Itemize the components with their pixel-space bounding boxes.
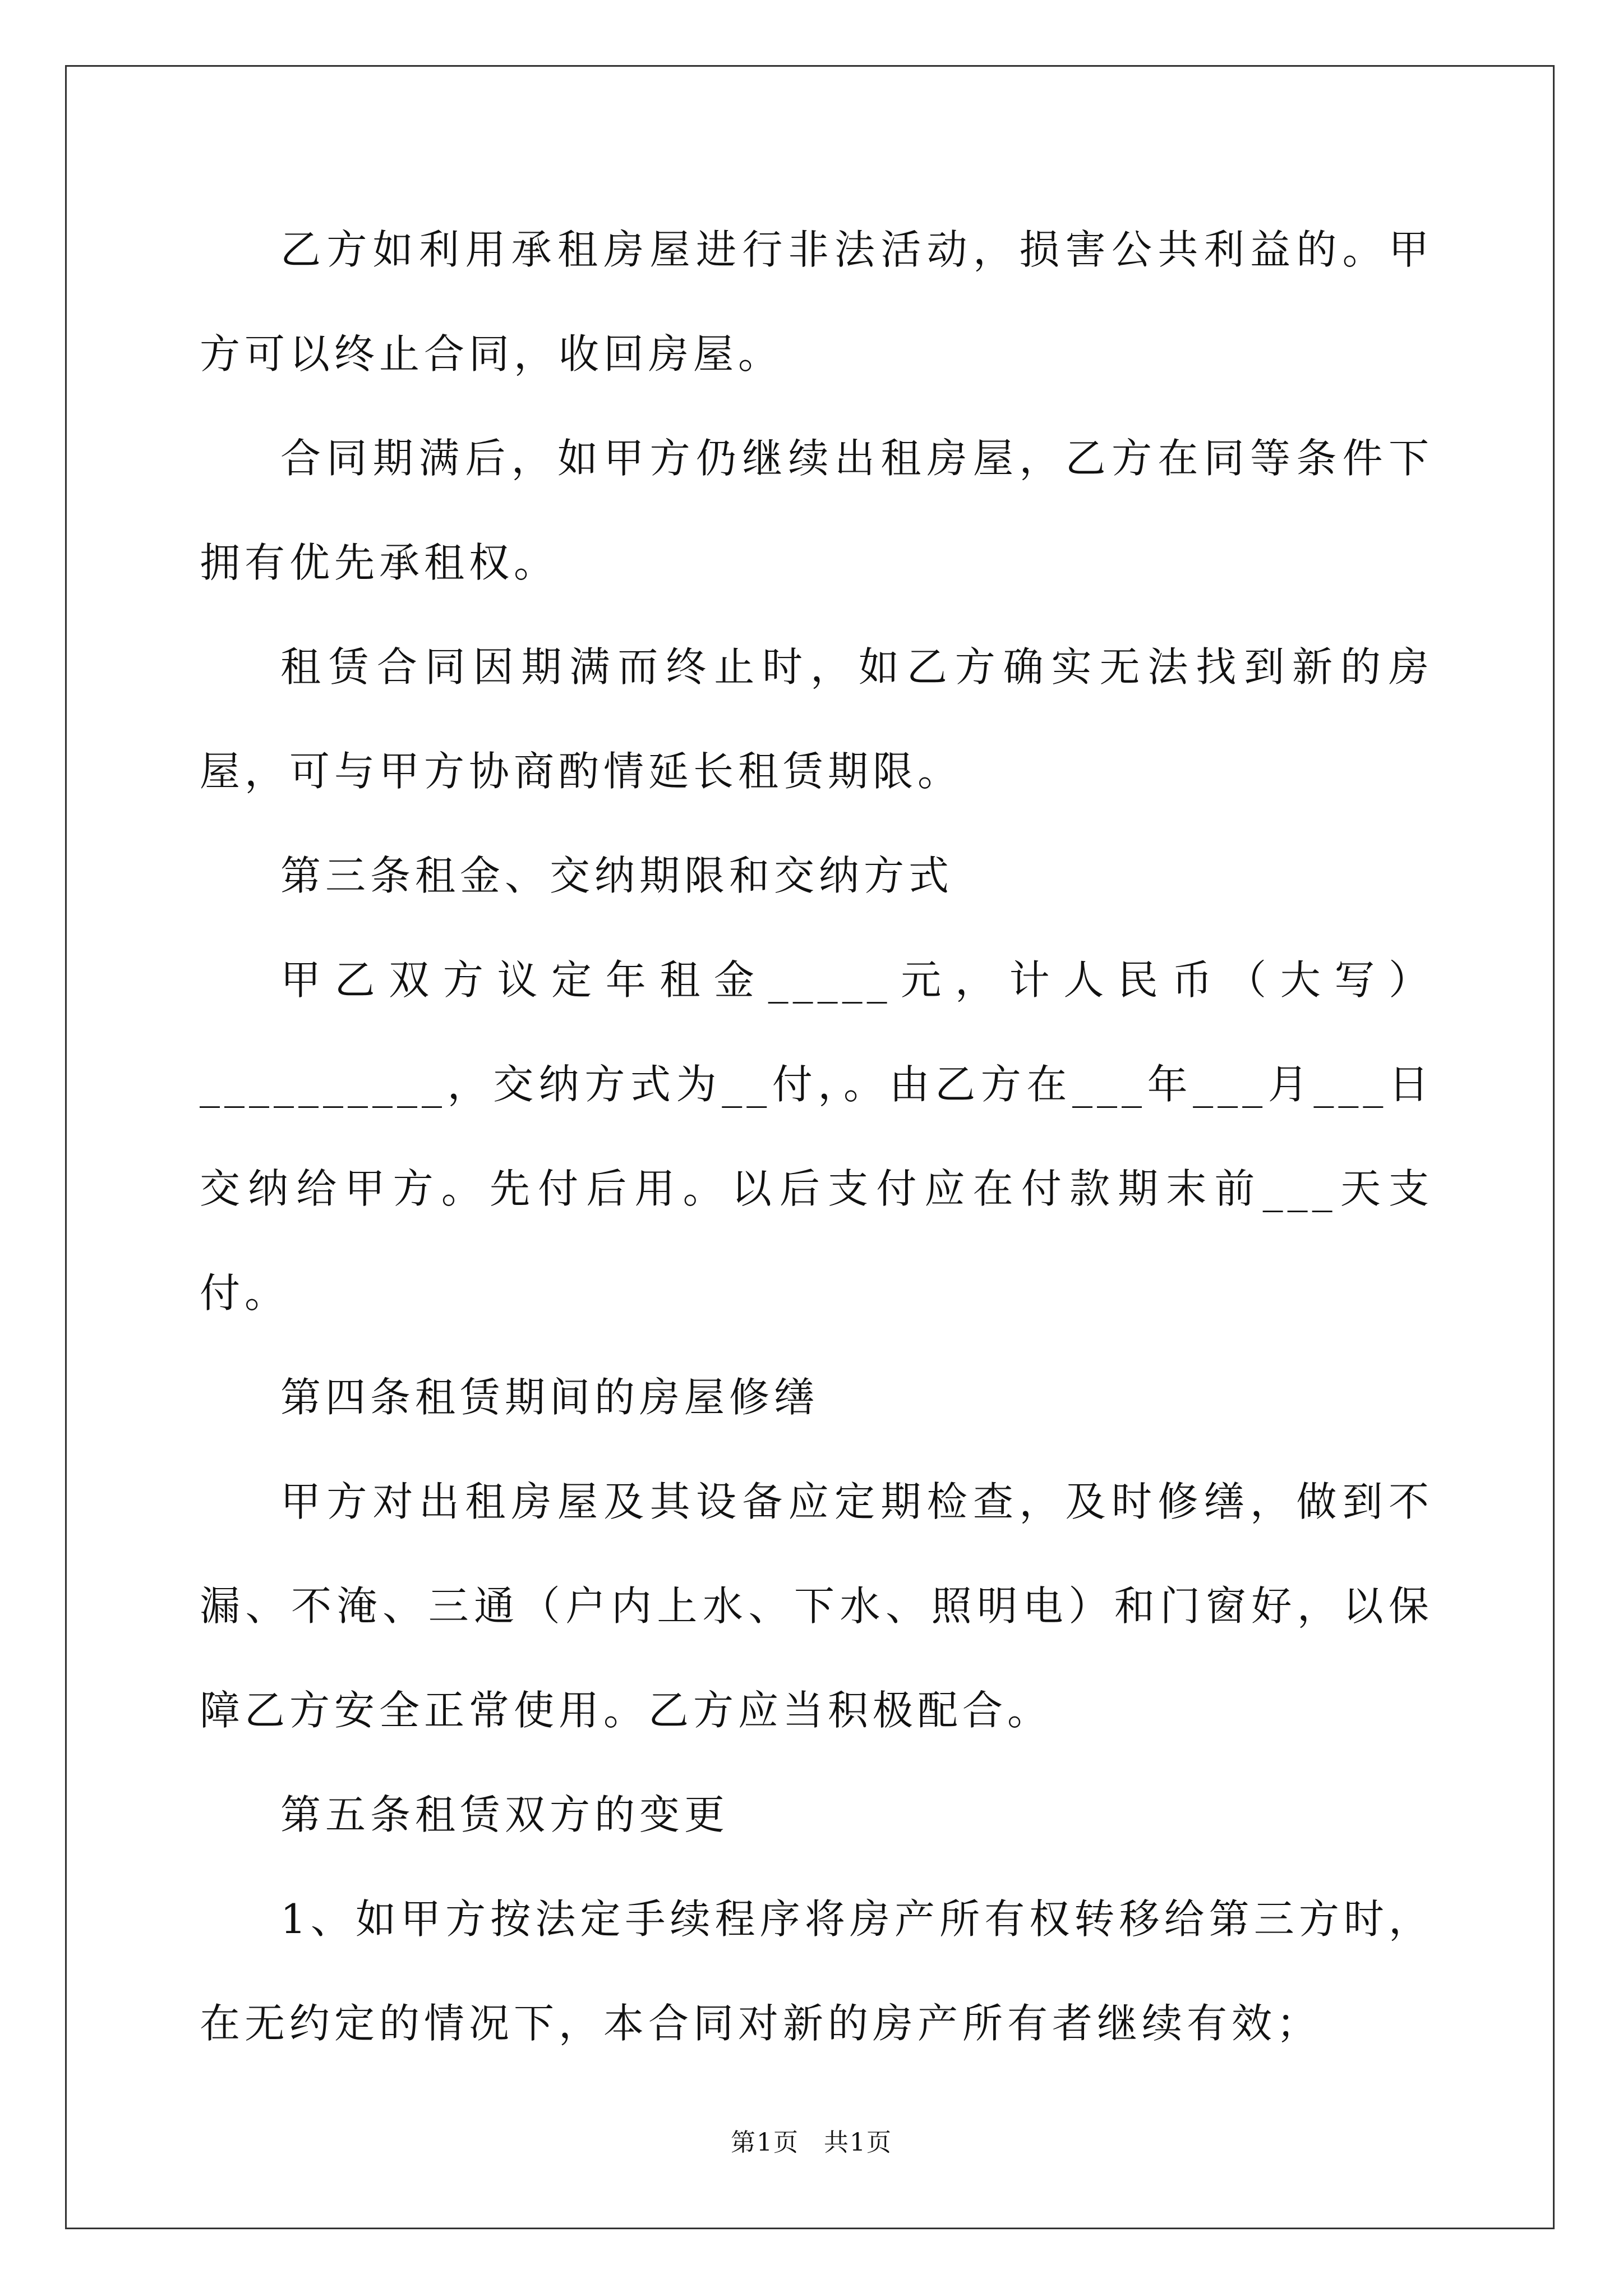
paragraph-repairs: 甲方对出租房屋及其设备应定期检查，及时修缮，做到不漏、不淹、三通（户内上水、下水、照明电）和门窗好，以保障乙方安全正常使用。乙方应当积极配合。 [200,1478,1433,1734]
total-pages: 共1页 [824,2128,892,2157]
page-number: 第1页 [731,2128,799,2157]
paragraph-termination: 乙方如利用承租房屋进行非法活动，损害公共利益的。甲方可以终止合同，收回房屋。 [200,226,1433,378]
paragraph-rent-terms: 甲乙双方议定年租金_____元，计人民币（大写）__________，交纳方式为__付，。由乙方在___年___月___日交纳给甲方。先付后用。以后支付应在付款期末前___天支付。 [200,956,1433,1317]
section-heading-article-4: 第四条租赁期间的房屋修缮 [280,1374,819,1421]
section-heading-article-5: 第五条租赁双方的变更 [280,1791,730,1838]
document-body [200,197,1433,2076]
section-heading-article-3: 第三条租金、交纳期限和交纳方式 [280,852,954,899]
paragraph-ownership-transfer: 1、如甲方按法定手续程序将房产所有权转移给第三方时，在无约定的情况下，本合同对新的房产所有者继续有效； [200,1895,1433,2047]
paragraph-priority-lease: 合同期满后，如甲方仍继续出租房屋，乙方在同等条件下拥有优先承租权。 [200,435,1433,586]
page-footer [0,2126,1623,2160]
paragraph-extension: 租赁合同因期满而终止时，如乙方确实无法找到新的房屋，可与甲方协商酌情延长租赁期限。 [200,643,1433,795]
